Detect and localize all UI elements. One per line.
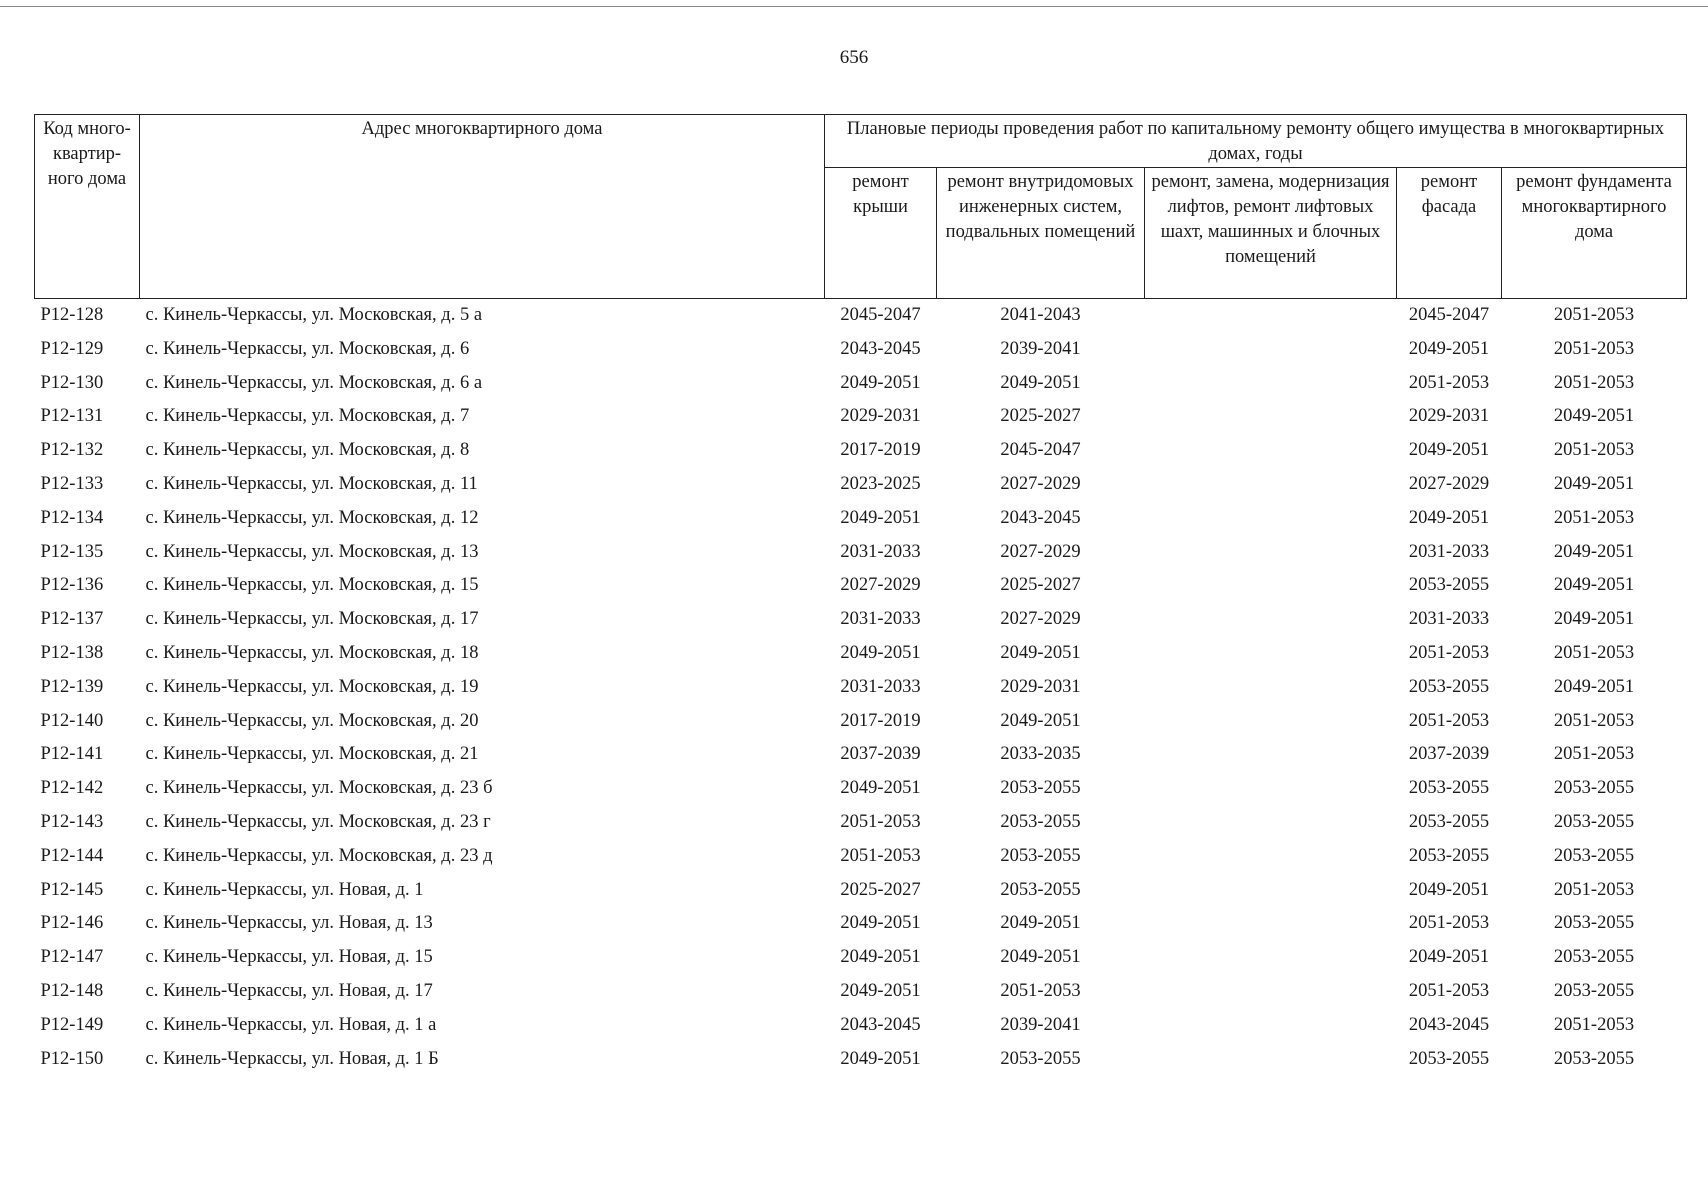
lifts-period-cell xyxy=(1145,671,1397,705)
table-header xyxy=(35,115,1687,299)
roof-period-cell: 2023-2025 xyxy=(840,473,921,494)
lifts-period-cell xyxy=(1145,569,1397,603)
roof-period-cell: 2049-2051 xyxy=(840,947,921,968)
lifts-period-cell xyxy=(1145,806,1397,840)
table-row xyxy=(35,400,1687,434)
foundation-period-cell: 2049-2051 xyxy=(1553,406,1635,427)
code-cell: P12-129 xyxy=(40,338,104,359)
table-row xyxy=(35,468,1687,502)
code-cell: P12-132 xyxy=(40,440,104,461)
table-row xyxy=(35,874,1687,908)
table-row xyxy=(35,603,1687,637)
roof-period-cell: 2027-2029 xyxy=(840,575,921,596)
roof-period-cell: 2051-2053 xyxy=(840,811,921,832)
table-row xyxy=(35,299,1687,333)
engineering-period-cell: 2027-2029 xyxy=(1000,473,1081,494)
engineering-period-cell: 2039-2041 xyxy=(1000,1014,1081,1035)
address-cell: с. Кинель-Черкассы, ул. Московская, д. 6 xyxy=(145,338,470,359)
foundation-period-cell: 2053-2055 xyxy=(1553,913,1635,934)
code-cell: P12-133 xyxy=(40,473,104,494)
address-cell: с. Кинель-Черкассы, ул. Московская, д. 6 а xyxy=(145,372,483,393)
engineering-period-cell: 2053-2055 xyxy=(1000,1048,1081,1069)
facade-period-cell: 2049-2051 xyxy=(1408,338,1490,359)
foundation-period-cell: 2053-2055 xyxy=(1553,778,1635,799)
code-cell: P12-149 xyxy=(40,1014,104,1035)
engineering-period-cell: 2053-2055 xyxy=(1000,879,1081,900)
roof-period-cell: 2045-2047 xyxy=(840,305,921,325)
lifts-period-cell xyxy=(1145,468,1397,502)
roof-period-cell: 2029-2031 xyxy=(840,406,921,427)
foundation-period-cell: 2051-2053 xyxy=(1553,507,1635,528)
roof-period-cell: 2037-2039 xyxy=(840,744,921,765)
address-cell: с. Кинель-Черкассы, ул. Московская, д. 23 г xyxy=(145,811,491,832)
foundation-period-cell: 2049-2051 xyxy=(1553,575,1635,596)
table-row xyxy=(35,738,1687,772)
code-cell: P12-143 xyxy=(40,811,104,832)
table-row xyxy=(35,434,1687,468)
code-cell: P12-134 xyxy=(40,507,104,528)
header-foundation: ремонт фундамента многоквартирного дома xyxy=(1502,168,1687,299)
engineering-period-cell: 2053-2055 xyxy=(1000,811,1081,832)
engineering-period-cell: 2029-2031 xyxy=(1000,676,1081,697)
foundation-period-cell: 2051-2053 xyxy=(1553,338,1635,359)
facade-period-cell: 2031-2033 xyxy=(1408,541,1490,562)
table-row xyxy=(35,333,1687,367)
header-lifts: ремонт, замена, модернизация лифтов, ремонт лифтовых шахт, машинных и блочных помещений xyxy=(1145,168,1397,299)
table-row xyxy=(35,907,1687,941)
engineering-period-cell: 2027-2029 xyxy=(1000,609,1081,630)
roof-period-cell: 2049-2051 xyxy=(840,372,921,393)
code-cell: P12-130 xyxy=(40,372,104,393)
foundation-period-cell: 2053-2055 xyxy=(1553,1048,1635,1069)
code-cell: P12-128 xyxy=(40,305,104,325)
lifts-period-cell xyxy=(1145,536,1397,570)
facade-period-cell: 2029-2031 xyxy=(1408,406,1490,427)
lifts-period-cell xyxy=(1145,502,1397,536)
table-row xyxy=(35,975,1687,1009)
roof-period-cell: 2043-2045 xyxy=(840,338,921,359)
lifts-period-cell xyxy=(1145,603,1397,637)
lifts-period-cell xyxy=(1145,705,1397,739)
table-row xyxy=(35,941,1687,975)
facade-period-cell: 2049-2051 xyxy=(1408,507,1490,528)
header-engineering: ремонт внутридомовых инженерных систем, подвальных помещений xyxy=(937,168,1145,299)
address-cell: с. Кинель-Черкассы, ул. Новая, д. 15 xyxy=(145,947,433,968)
facade-period-cell: 2049-2051 xyxy=(1408,947,1490,968)
facade-period-cell: 2031-2033 xyxy=(1408,609,1490,630)
lifts-period-cell xyxy=(1145,367,1397,401)
table-row xyxy=(35,806,1687,840)
table-row xyxy=(35,569,1687,603)
roof-period-cell: 2049-2051 xyxy=(840,642,921,663)
facade-period-cell: 2049-2051 xyxy=(1408,440,1490,461)
address-cell: с. Кинель-Черкассы, ул. Московская, д. 7 xyxy=(145,406,470,427)
facade-period-cell: 2051-2053 xyxy=(1408,372,1490,393)
repair-schedule-table xyxy=(34,114,1687,1076)
table-row xyxy=(35,502,1687,536)
foundation-period-cell: 2051-2053 xyxy=(1553,305,1635,325)
foundation-period-cell: 2053-2055 xyxy=(1553,947,1635,968)
code-cell: P12-136 xyxy=(40,575,104,596)
code-cell: P12-137 xyxy=(40,609,104,630)
address-cell: с. Кинель-Черкассы, ул. Московская, д. 15 xyxy=(145,575,479,596)
roof-period-cell: 2049-2051 xyxy=(840,778,921,799)
address-cell: с. Кинель-Черкассы, ул. Новая, д. 1 Б xyxy=(145,1048,439,1069)
engineering-period-cell: 2033-2035 xyxy=(1000,744,1081,765)
lifts-period-cell xyxy=(1145,840,1397,874)
address-cell: с. Кинель-Черкассы, ул. Московская, д. 21 xyxy=(145,744,479,765)
roof-period-cell: 2017-2019 xyxy=(840,440,921,461)
header-periods: Плановые периоды проведения работ по капитальному ремонту общего имущества в многоквартирных домах, годы xyxy=(825,115,1687,168)
table-row xyxy=(35,367,1687,401)
foundation-period-cell: 2049-2051 xyxy=(1553,541,1635,562)
table-row xyxy=(35,637,1687,671)
address-cell: с. Кинель-Черкассы, ул. Московская, д. 11 xyxy=(145,473,478,494)
engineering-period-cell: 2049-2051 xyxy=(1000,710,1081,731)
foundation-period-cell: 2051-2053 xyxy=(1553,744,1635,765)
engineering-period-cell: 2027-2029 xyxy=(1000,541,1081,562)
engineering-period-cell: 2053-2055 xyxy=(1000,845,1081,866)
foundation-period-cell: 2051-2053 xyxy=(1553,1014,1635,1035)
foundation-period-cell: 2051-2053 xyxy=(1553,642,1635,663)
page-number: 656 xyxy=(839,47,869,68)
header-facade: ремонт фасада xyxy=(1397,168,1502,299)
code-cell: P12-144 xyxy=(40,845,104,866)
facade-period-cell: 2051-2053 xyxy=(1408,980,1490,1001)
address-cell: с. Кинель-Черкассы, ул. Московская, д. 20 xyxy=(145,710,479,731)
lifts-period-cell xyxy=(1145,941,1397,975)
address-cell: с. Кинель-Черкассы, ул. Московская, д. 18 xyxy=(145,642,479,663)
roof-period-cell: 2049-2051 xyxy=(840,913,921,934)
address-cell: с. Кинель-Черкассы, ул. Московская, д. 23 б xyxy=(145,778,493,799)
facade-period-cell: 2053-2055 xyxy=(1408,845,1490,866)
roof-period-cell: 2031-2033 xyxy=(840,676,921,697)
foundation-period-cell: 2049-2051 xyxy=(1553,676,1635,697)
table-row xyxy=(35,1009,1687,1043)
foundation-period-cell: 2049-2051 xyxy=(1553,473,1635,494)
roof-period-cell: 2049-2051 xyxy=(840,1048,921,1069)
table-body xyxy=(35,299,1687,1077)
address-cell: с. Кинель-Черкассы, ул. Московская, д. 19 xyxy=(145,676,479,697)
engineering-period-cell: 2049-2051 xyxy=(1000,947,1081,968)
code-cell: P12-146 xyxy=(40,913,104,934)
lifts-period-cell xyxy=(1145,299,1397,333)
roof-period-cell: 2049-2051 xyxy=(840,507,921,528)
engineering-period-cell: 2039-2041 xyxy=(1000,338,1081,359)
code-cell: P12-131 xyxy=(40,406,104,427)
facade-period-cell: 2043-2045 xyxy=(1408,1014,1490,1035)
lifts-period-cell xyxy=(1145,772,1397,806)
lifts-period-cell xyxy=(1145,434,1397,468)
code-cell: P12-145 xyxy=(40,879,104,900)
facade-period-cell: 2053-2055 xyxy=(1408,778,1490,799)
code-cell: P12-148 xyxy=(40,980,104,1001)
foundation-period-cell: 2051-2053 xyxy=(1553,710,1635,731)
code-cell: P12-138 xyxy=(40,642,104,663)
top-rule xyxy=(0,6,1708,7)
roof-period-cell: 2025-2027 xyxy=(840,879,921,900)
lifts-period-cell xyxy=(1145,1009,1397,1043)
lifts-period-cell xyxy=(1145,400,1397,434)
engineering-period-cell: 2051-2053 xyxy=(1000,980,1081,1001)
facade-period-cell: 2051-2053 xyxy=(1408,642,1490,663)
address-cell: с. Кинель-Черкассы, ул. Новая, д. 1 а xyxy=(145,1014,437,1035)
foundation-period-cell: 2051-2053 xyxy=(1553,440,1635,461)
facade-period-cell: 2051-2053 xyxy=(1408,710,1490,731)
lifts-period-cell xyxy=(1145,333,1397,367)
roof-period-cell: 2051-2053 xyxy=(840,845,921,866)
engineering-period-cell: 2053-2055 xyxy=(1000,778,1081,799)
address-cell: с. Кинель-Черкассы, ул. Новая, д. 1 xyxy=(145,879,424,900)
lifts-period-cell xyxy=(1145,975,1397,1009)
header-roof: ремонт крыши xyxy=(825,168,937,299)
address-cell: с. Кинель-Черкассы, ул. Московская, д. 23 д xyxy=(145,845,493,866)
lifts-period-cell xyxy=(1145,874,1397,908)
lifts-period-cell xyxy=(1145,738,1397,772)
foundation-period-cell: 2053-2055 xyxy=(1553,845,1635,866)
lifts-period-cell xyxy=(1145,1043,1397,1077)
roof-period-cell: 2049-2051 xyxy=(840,980,921,1001)
engineering-period-cell: 2049-2051 xyxy=(1000,642,1081,663)
engineering-period-cell: 2025-2027 xyxy=(1000,575,1081,596)
table-row xyxy=(35,1043,1687,1077)
roof-period-cell: 2031-2033 xyxy=(840,541,921,562)
table-row xyxy=(35,705,1687,739)
address-cell: с. Кинель-Черкассы, ул. Московская, д. 8 xyxy=(145,440,470,461)
roof-period-cell: 2043-2045 xyxy=(840,1014,921,1035)
foundation-period-cell: 2049-2051 xyxy=(1553,609,1635,630)
foundation-period-cell: 2053-2055 xyxy=(1553,811,1635,832)
engineering-period-cell: 2043-2045 xyxy=(1000,507,1081,528)
address-cell: с. Кинель-Черкассы, ул. Московская, д. 17 xyxy=(145,609,479,630)
engineering-period-cell: 2041-2043 xyxy=(1000,305,1081,325)
facade-period-cell: 2053-2055 xyxy=(1408,1048,1490,1069)
foundation-period-cell: 2051-2053 xyxy=(1553,372,1635,393)
facade-period-cell: 2037-2039 xyxy=(1408,744,1490,765)
roof-period-cell: 2017-2019 xyxy=(840,710,921,731)
address-cell: с. Кинель-Черкассы, ул. Московская, д. 13 xyxy=(145,541,479,562)
code-cell: P12-141 xyxy=(40,744,104,765)
facade-period-cell: 2053-2055 xyxy=(1408,676,1490,697)
address-cell: с. Кинель-Черкассы, ул. Новая, д. 17 xyxy=(145,980,433,1001)
engineering-period-cell: 2045-2047 xyxy=(1000,440,1081,461)
code-cell: P12-140 xyxy=(40,710,104,731)
code-cell: P12-147 xyxy=(40,947,104,968)
lifts-period-cell xyxy=(1145,637,1397,671)
address-cell: с. Кинель-Черкассы, ул. Московская, д. 5 а xyxy=(145,305,483,325)
engineering-period-cell: 2025-2027 xyxy=(1000,406,1081,427)
header-address: Адрес многоквартирного дома xyxy=(140,115,825,299)
facade-period-cell: 2027-2029 xyxy=(1408,473,1490,494)
address-cell: с. Кинель-Черкассы, ул. Московская, д. 12 xyxy=(145,507,479,528)
address-cell: с. Кинель-Черкассы, ул. Новая, д. 13 xyxy=(145,913,433,934)
foundation-period-cell: 2051-2053 xyxy=(1553,879,1635,900)
roof-period-cell: 2031-2033 xyxy=(840,609,921,630)
facade-period-cell: 2049-2051 xyxy=(1408,879,1490,900)
facade-period-cell: 2053-2055 xyxy=(1408,811,1490,832)
header-code: Код много-квартир-ного дома xyxy=(35,115,140,299)
facade-period-cell: 2051-2053 xyxy=(1408,913,1490,934)
lifts-period-cell xyxy=(1145,907,1397,941)
engineering-period-cell: 2049-2051 xyxy=(1000,372,1081,393)
foundation-period-cell: 2053-2055 xyxy=(1553,980,1635,1001)
table-row xyxy=(35,671,1687,705)
code-cell: P12-135 xyxy=(40,541,104,562)
table-row xyxy=(35,840,1687,874)
facade-period-cell: 2053-2055 xyxy=(1408,575,1490,596)
table-row xyxy=(35,772,1687,806)
code-cell: P12-139 xyxy=(40,676,104,697)
code-cell: P12-142 xyxy=(40,778,104,799)
engineering-period-cell: 2049-2051 xyxy=(1000,913,1081,934)
facade-period-cell: 2045-2047 xyxy=(1408,305,1490,325)
table-row xyxy=(35,536,1687,570)
code-cell: P12-150 xyxy=(40,1048,104,1069)
